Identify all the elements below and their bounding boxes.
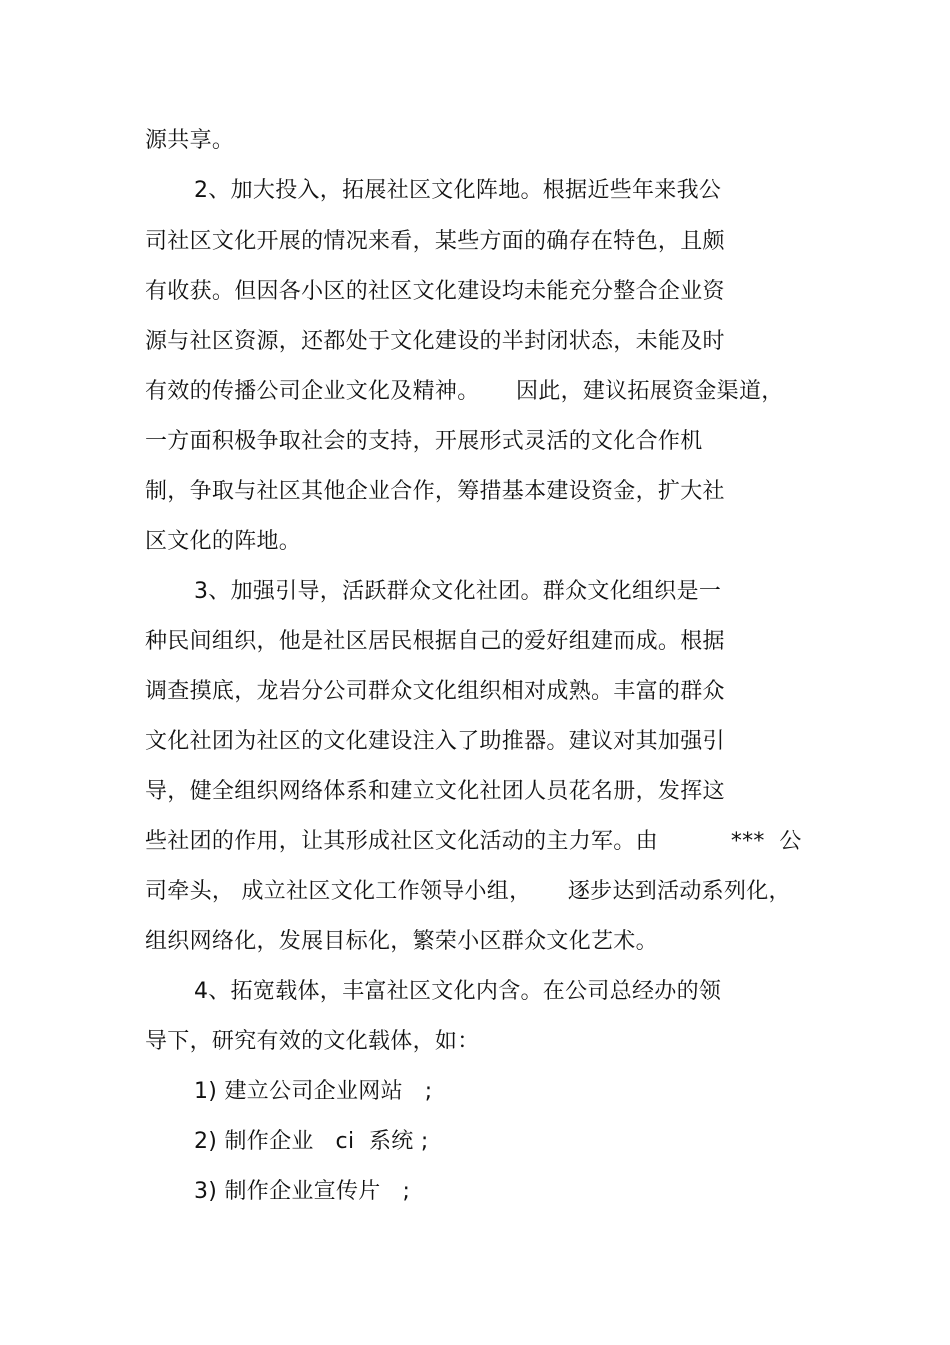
text-line: 些社团的作用，让其形成社区文化活动的主力军。由 *** 公 [145,829,802,854]
text-line: 2、加大投入，拓展社区文化阵地。根据近些年来我公 [194,178,722,203]
list-item: 3) 制作企业宣传片 ; [194,1179,411,1204]
text-line: 源与社区资源，还都处于文化建设的半封闭状态，未能及时 [145,329,725,354]
text-line: 组织网络化，发展目标化，繁荣小区群众文化艺术。 [145,929,658,954]
text-line: 3、加强引导，活跃群众文化社团。群众文化组织是一 [194,579,722,604]
text-line: 一方面积极争取社会的支持，开展形式灵活的文化合作机 [145,429,703,454]
text-line: 区文化的阵地。 [145,529,302,554]
text-line: 4、拓宽载体，丰富社区文化内含。在公司总经办的领 [194,979,722,1004]
text-line: 有收获。但因各小区的社区文化建设均未能充分整合企业资 [145,279,725,304]
text-line: 调查摸底，龙岩分公司群众文化组织相对成熟。丰富的群众 [145,679,725,704]
text-line: 种民间组织，他是社区居民根据自己的爱好组建而成。根据 [145,629,725,654]
text-line: 司社区文化开展的情况来看，某些方面的确存在特色，且颇 [145,229,725,254]
list-item: 1) 建立公司企业网站 ; [194,1079,433,1104]
text-line: 导下，研究有效的文化载体，如： [145,1029,480,1054]
text-line: 制，争取与社区其他企业合作，筹措基本建设资金，扩大社 [145,479,725,504]
text-line: 源共享。 [145,128,235,153]
text-line: 导，健全组织网络体系和建立文化社团人员花名册，发挥这 [145,779,725,804]
list-item: 2) 制作企业 ci 系统 ; [194,1129,429,1154]
text-line: 有效的传播公司企业文化及精神。 因此，建议拓展资金渠道， [145,379,784,404]
text-line: 文化社团为社区的文化建设注入了助推器。建议对其加强引 [145,729,725,754]
text-line: 司牵头， 成立社区文化工作领导小组， 逐步达到活动系列化， [145,879,791,904]
